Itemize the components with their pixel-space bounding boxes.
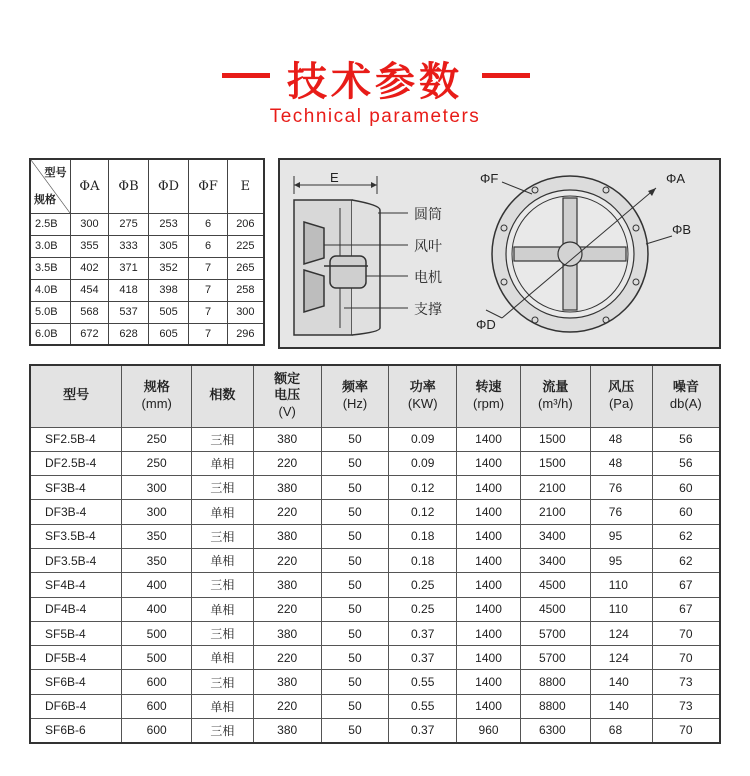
spec-value-cell: 48	[590, 451, 652, 475]
spec-value-cell: 0.55	[389, 694, 457, 718]
spec-value-cell: 1400	[457, 476, 521, 500]
spec-value-cell: 67	[652, 573, 720, 597]
spec-value-cell: 0.25	[389, 573, 457, 597]
spec-row	[30, 719, 720, 743]
dimension-value-cell: 305	[148, 235, 189, 257]
spec-value-cell: 600	[122, 670, 192, 694]
spec-value-cell: 3400	[520, 548, 590, 572]
dimension-value-cell: 300	[70, 213, 109, 235]
dimension-model-cell: 3.5B	[30, 257, 70, 279]
spec-header-name: 型号	[63, 388, 90, 404]
spec-value-cell: 76	[590, 500, 652, 524]
spec-header-unit: (rpm)	[473, 396, 505, 412]
dimension-model-cell: 5.0B	[30, 301, 70, 323]
spec-value-cell: 三相	[192, 427, 254, 451]
spec-value-cell: 50	[321, 694, 389, 718]
spec-value-cell: 6300	[520, 719, 590, 743]
spec-value-cell: 1400	[457, 451, 521, 475]
spec-value-cell: 124	[590, 646, 652, 670]
label-dimension-e: E	[330, 170, 339, 185]
dimension-value-cell: 296	[227, 323, 264, 345]
dimension-model-cell: 2.5B	[30, 213, 70, 235]
spec-value-cell: 1400	[457, 573, 521, 597]
spec-value-cell: 50	[321, 621, 389, 645]
spec-value-cell: 67	[652, 597, 720, 621]
spec-value-cell: 0.12	[389, 476, 457, 500]
spec-value-cell: 110	[590, 573, 652, 597]
spec-value-cell: 单相	[192, 694, 254, 718]
spec-value-cell: 1400	[457, 646, 521, 670]
spec-value-cell: 220	[253, 597, 321, 621]
spec-header-unit: (KW)	[407, 396, 438, 412]
dimension-table	[29, 158, 265, 346]
spec-value-cell: 5700	[520, 621, 590, 645]
label-diameter-a: ΦA	[666, 171, 686, 186]
dimension-value-cell: 537	[109, 301, 148, 323]
spec-model-cell: DF6B-4	[30, 694, 122, 718]
spec-value-cell: 60	[652, 500, 720, 524]
spec-value-cell: 单相	[192, 646, 254, 670]
spec-value-cell: 124	[590, 621, 652, 645]
spec-model-cell: DF5B-4	[30, 646, 122, 670]
spec-table-body	[30, 427, 720, 743]
dimension-header: ΦD	[148, 159, 189, 213]
spec-value-cell: 220	[253, 500, 321, 524]
spec-header-name: 频率	[341, 380, 368, 396]
spec-value-cell: 1400	[457, 621, 521, 645]
spec-value-cell: 0.18	[389, 548, 457, 572]
spec-value-cell: 400	[122, 573, 192, 597]
spec-header-name: 风压	[608, 380, 635, 396]
spec-value-cell: 三相	[192, 719, 254, 743]
corner-label-spec: 规格	[34, 192, 56, 206]
fan-drawing	[280, 160, 723, 351]
dimension-value-cell: 206	[227, 213, 264, 235]
label-support: 支撑	[414, 302, 442, 318]
spec-value-cell: 70	[652, 621, 720, 645]
dimension-value-cell: 225	[227, 235, 264, 257]
spec-value-cell: 95	[590, 524, 652, 548]
spec-header	[389, 365, 457, 427]
spec-row	[30, 646, 720, 670]
spec-value-cell: 380	[253, 621, 321, 645]
spec-value-cell: 0.25	[389, 597, 457, 621]
spec-value-cell: 380	[253, 573, 321, 597]
dimension-value-cell: 454	[70, 279, 109, 301]
spec-header-unit: (V)	[278, 404, 296, 420]
title-block	[0, 40, 750, 130]
dimension-row	[30, 301, 264, 323]
label-cylinder: 圆筒	[414, 207, 442, 223]
spec-header	[652, 365, 720, 427]
spec-header	[192, 365, 254, 427]
spec-model-cell: SF3.5B-4	[30, 524, 122, 548]
dimension-row	[30, 279, 264, 301]
spec-row	[30, 524, 720, 548]
spec-value-cell: 1500	[520, 427, 590, 451]
page-title: 技术参数	[287, 59, 463, 105]
spec-value-cell: 56	[652, 451, 720, 475]
dimension-table-body	[30, 213, 264, 345]
spec-value-cell: 380	[253, 476, 321, 500]
spec-model-cell: DF4B-4	[30, 597, 122, 621]
spec-value-cell: 0.37	[389, 719, 457, 743]
spec-value-cell: 220	[253, 694, 321, 718]
spec-model-cell: SF5B-4	[30, 621, 122, 645]
spec-header-row	[30, 365, 720, 427]
spec-value-cell: 1400	[457, 427, 521, 451]
spec-header-name: 转速	[475, 380, 502, 396]
dimension-value-cell: 605	[148, 323, 189, 345]
spec-value-cell: 400	[122, 597, 192, 621]
spec-value-cell: 5700	[520, 646, 590, 670]
spec-value-cell: 三相	[192, 670, 254, 694]
spec-row	[30, 500, 720, 524]
label-diameter-d: ΦD	[476, 317, 496, 332]
spec-value-cell: 380	[253, 719, 321, 743]
spec-value-cell: 单相	[192, 597, 254, 621]
spec-value-cell: 8800	[520, 670, 590, 694]
spec-value-cell: 110	[590, 597, 652, 621]
dimension-corner-cell	[30, 159, 70, 213]
spec-value-cell: 300	[122, 500, 192, 524]
dimension-value-cell: 352	[148, 257, 189, 279]
dimension-value-cell: 258	[227, 279, 264, 301]
spec-value-cell: 500	[122, 621, 192, 645]
spec-value-cell: 单相	[192, 451, 254, 475]
spec-value-cell: 250	[122, 451, 192, 475]
spec-header-name: 功率	[409, 380, 436, 396]
dimension-header-row	[30, 159, 264, 213]
spec-value-cell: 62	[652, 524, 720, 548]
spec-model-cell: SF4B-4	[30, 573, 122, 597]
dimension-value-cell: 672	[70, 323, 109, 345]
spec-model-cell: SF2.5B-4	[30, 427, 122, 451]
spec-value-cell: 三相	[192, 621, 254, 645]
spec-value-cell: 0.09	[389, 427, 457, 451]
title-dash-right	[482, 73, 530, 78]
spec-row	[30, 476, 720, 500]
label-diameter-f: ΦF	[480, 171, 499, 186]
spec-value-cell: 单相	[192, 548, 254, 572]
dimension-header: ΦA	[70, 159, 109, 213]
spec-value-cell: 单相	[192, 500, 254, 524]
spec-value-cell: 95	[590, 548, 652, 572]
spec-header	[520, 365, 590, 427]
dimension-value-cell: 6	[189, 235, 227, 257]
spec-header-name: 额定电压	[274, 372, 301, 404]
dimension-value-cell: 7	[189, 323, 227, 345]
spec-value-cell: 56	[652, 427, 720, 451]
spec-value-cell: 140	[590, 670, 652, 694]
spec-row	[30, 451, 720, 475]
spec-value-cell: 50	[321, 719, 389, 743]
spec-header-name: 规格	[143, 380, 170, 396]
dimension-value-cell: 333	[109, 235, 148, 257]
spec-value-cell: 50	[321, 427, 389, 451]
spec-model-cell: SF6B-4	[30, 670, 122, 694]
spec-value-cell: 220	[253, 646, 321, 670]
dimension-value-cell: 7	[189, 279, 227, 301]
corner-label-model: 型号	[44, 166, 67, 179]
spec-header-unit: (m³/h)	[538, 396, 573, 412]
spec-value-cell: 1500	[520, 451, 590, 475]
spec-model-cell: SF6B-6	[30, 719, 122, 743]
dimension-value-cell: 300	[227, 301, 264, 323]
spec-row	[30, 548, 720, 572]
spec-header-unit: (Hz)	[342, 396, 368, 412]
spec-value-cell: 220	[253, 548, 321, 572]
dimension-value-cell: 398	[148, 279, 189, 301]
dimension-header: E	[227, 159, 264, 213]
label-blade: 风叶	[414, 239, 442, 255]
dimension-value-cell: 355	[70, 235, 109, 257]
spec-value-cell: 1400	[457, 524, 521, 548]
spec-value-cell: 0.12	[389, 500, 457, 524]
page-subtitle: Technical parameters	[269, 106, 481, 127]
spec-row	[30, 694, 720, 718]
spec-value-cell: 4500	[520, 573, 590, 597]
spec-value-cell: 68	[590, 719, 652, 743]
dimension-value-cell: 253	[148, 213, 189, 235]
spec-row	[30, 597, 720, 621]
spec-value-cell: 0.18	[389, 524, 457, 548]
spec-value-cell: 50	[321, 524, 389, 548]
spec-value-cell: 4500	[520, 597, 590, 621]
spec-value-cell: 140	[590, 694, 652, 718]
spec-value-cell: 2100	[520, 476, 590, 500]
spec-value-cell: 50	[321, 500, 389, 524]
dimension-value-cell: 7	[189, 257, 227, 279]
spec-value-cell: 380	[253, 427, 321, 451]
spec-value-cell: 0.37	[389, 646, 457, 670]
spec-value-cell: 2100	[520, 500, 590, 524]
spec-row	[30, 621, 720, 645]
spec-value-cell: 960	[457, 719, 521, 743]
spec-value-cell: 250	[122, 427, 192, 451]
dimension-value-cell: 265	[227, 257, 264, 279]
dimension-value-cell: 6	[189, 213, 227, 235]
spec-row	[30, 427, 720, 451]
dimension-value-cell: 628	[109, 323, 148, 345]
dimension-model-cell: 6.0B	[30, 323, 70, 345]
spec-value-cell: 50	[321, 597, 389, 621]
spec-header-name: 流量	[542, 380, 569, 396]
dimension-row	[30, 235, 264, 257]
spec-value-cell: 350	[122, 548, 192, 572]
spec-value-cell: 1400	[457, 694, 521, 718]
front-view	[486, 176, 672, 332]
spec-value-cell: 三相	[192, 573, 254, 597]
spec-header	[30, 365, 122, 427]
dimension-value-cell: 402	[70, 257, 109, 279]
spec-value-cell: 220	[253, 451, 321, 475]
dimension-value-cell: 568	[70, 301, 109, 323]
spec-value-cell: 0.37	[389, 621, 457, 645]
dimension-value-cell: 505	[148, 301, 189, 323]
spec-value-cell: 1400	[457, 597, 521, 621]
spec-value-cell: 600	[122, 719, 192, 743]
spec-header	[590, 365, 652, 427]
spec-value-cell: 50	[321, 646, 389, 670]
spec-value-cell: 73	[652, 694, 720, 718]
spec-value-cell: 300	[122, 476, 192, 500]
spec-header-unit: db(A)	[669, 396, 702, 412]
spec-value-cell: 73	[652, 670, 720, 694]
spec-value-cell: 0.55	[389, 670, 457, 694]
spec-header-unit: (Pa)	[608, 396, 634, 412]
spec-row	[30, 573, 720, 597]
spec-value-cell: 500	[122, 646, 192, 670]
spec-header	[321, 365, 389, 427]
spec-model-cell: DF3.5B-4	[30, 548, 122, 572]
spec-model-cell: SF3B-4	[30, 476, 122, 500]
dimension-row	[30, 213, 264, 235]
dimension-value-cell: 7	[189, 301, 227, 323]
label-diameter-b: ΦB	[672, 222, 692, 237]
spec-value-cell: 70	[652, 719, 720, 743]
spec-value-cell: 1400	[457, 500, 521, 524]
spec-value-cell: 62	[652, 548, 720, 572]
spec-value-cell: 1400	[457, 670, 521, 694]
spec-header-name: 相数	[209, 388, 236, 404]
spec-value-cell: 三相	[192, 524, 254, 548]
fan-diagram	[278, 158, 721, 349]
label-motor: 电机	[414, 270, 442, 286]
spec-header-unit: (mm)	[141, 396, 172, 412]
dimension-value-cell: 418	[109, 279, 148, 301]
spec-value-cell: 60	[652, 476, 720, 500]
spec-value-cell: 8800	[520, 694, 590, 718]
spec-table	[29, 364, 721, 744]
spec-value-cell: 50	[321, 548, 389, 572]
spec-header	[457, 365, 521, 427]
dimension-row	[30, 323, 264, 345]
dimension-value-cell: 371	[109, 257, 148, 279]
dimension-model-cell: 3.0B	[30, 235, 70, 257]
dimension-header: ΦB	[109, 159, 148, 213]
spec-value-cell: 600	[122, 694, 192, 718]
spec-header	[253, 365, 321, 427]
spec-value-cell: 50	[321, 451, 389, 475]
spec-header-name: 噪音	[672, 380, 699, 396]
dimension-header: ΦF	[189, 159, 227, 213]
spec-value-cell: 350	[122, 524, 192, 548]
dimension-row	[30, 257, 264, 279]
spec-value-cell: 三相	[192, 476, 254, 500]
dimension-model-cell: 4.0B	[30, 279, 70, 301]
spec-model-cell: DF3B-4	[30, 500, 122, 524]
spec-value-cell: 3400	[520, 524, 590, 548]
dimension-value-cell: 275	[109, 213, 148, 235]
spec-value-cell: 0.09	[389, 451, 457, 475]
spec-value-cell: 76	[590, 476, 652, 500]
spec-header	[122, 365, 192, 427]
spec-value-cell: 380	[253, 524, 321, 548]
spec-value-cell: 1400	[457, 548, 521, 572]
spec-value-cell: 50	[321, 670, 389, 694]
spec-value-cell: 48	[590, 427, 652, 451]
spec-value-cell: 50	[321, 476, 389, 500]
spec-value-cell: 380	[253, 670, 321, 694]
side-view	[294, 176, 408, 335]
spec-model-cell: DF2.5B-4	[30, 451, 122, 475]
spec-row	[30, 670, 720, 694]
spec-value-cell: 50	[321, 573, 389, 597]
spec-value-cell: 70	[652, 646, 720, 670]
